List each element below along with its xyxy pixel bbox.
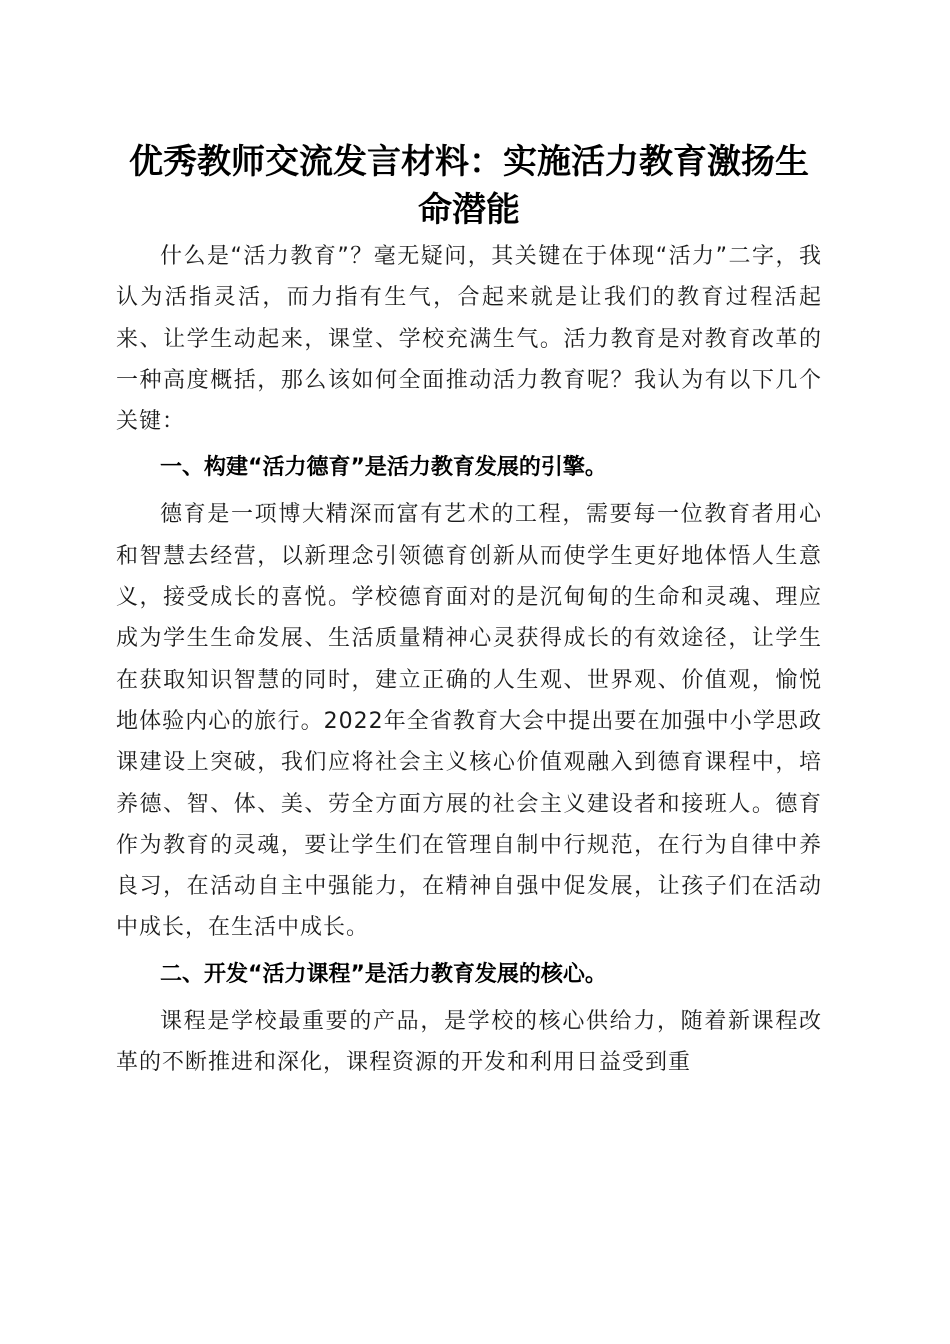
intro-paragraph: 什么是“活力教育”？毫无疑问，其关键在于体现“活力”二字，我认为活指灵活，而力指有生气，合起来就是让我们的教育过程活起来、让学生动起来，课堂、学校充满生气。活力教育是对教育改革的一种高度概括，那么该如何全面推动活力教育呢？我认为有以下几个关键： (116, 244, 822, 435)
section-1-heading: 一、构建“活力德育”是活力教育发展的引擎。 (160, 455, 607, 481)
document-title: 优秀教师交流发言材料：实施活力教育激扬生命潜能 (129, 142, 809, 230)
section-2-heading: 二、开发“活力课程”是活力教育发展的核心。 (160, 961, 607, 987)
section-1-paragraph: 德育是一项博大精深而富有艺术的工程，需要每一位教育者用心和智慧去经营，以新理念引领德育创新从而使学生更好地体悟人生意义，接受成长的喜悦。学校德育面对的是沉甸甸的生命和灵魂、理应成为学生生命发展、生活质量精神心灵获得成长的有效途径，让学生在获取知识智慧的同时，建立正确的人生观、世界观、价值观，愉悦地体验内心的旅行。2022年全省教育大会中提出要在加强中小学思政课建设上突破，我们应将社会主义核心价值观融入到德育课程中，培养德、智、体、美、劳全方面方展的社会主义建设者和接班人。德育作为教育的灵魂，要让学生们在管理自制中行规范，在行为自律中养良习，在活动自主中强能力，在精神自强中促发展，让孩子们在活动中成长，在生活中成长。 (116, 502, 822, 941)
document-body (116, 138, 822, 1083)
section-2-paragraph: 课程是学校最重要的产品，是学校的核心供给力，随着新课程改革的不断推进和深化，课程资源的开发和利用日益受到重 (116, 1008, 822, 1076)
